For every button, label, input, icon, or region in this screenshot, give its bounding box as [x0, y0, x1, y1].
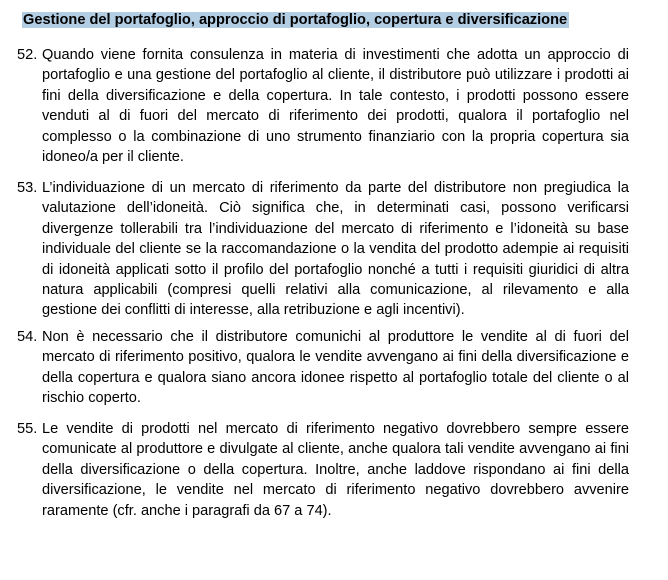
section-heading-text: Gestione del portafoglio, approccio di portafoglio, copertura e diversificazione [23, 12, 568, 28]
paragraph-text: Quando viene fornita consulenza in materia di investimenti che adotta un approccio di portafoglio e una gestione del portafoglio al cliente, il distributore può utilizzare i prodotti ai fini della diversificazione e della copertura. In tale contesto, i prodotti possono essere venduti al di fuori del mercato di riferimento dei prodotti, qualora il portafoglio nel complesso o la combinazione di uno strumento finanziario con la propria copertura sia idoneo/a per il cliente. [42, 47, 629, 166]
paragraph-number: 52. [17, 47, 38, 63]
paragraph-number: 53. [17, 180, 38, 196]
paragraph-number: 55. [17, 421, 38, 437]
paragraph-text: Le vendite di prodotti nel mercato di riferimento negativo dovrebbero sempre essere comunicate al produttore e divulgate al cliente, anche qualora tali vendite avvengano ai fini della diversificazione o della copertura. Inoltre, anche laddove rispondano ai fini della diversificazione, le vendite nel mercato di riferimento negativo dovrebbero avvenire raramente (cfr. anche i paragrafi da 67 a 74). [42, 421, 629, 519]
paragraph-52 [17, 45, 629, 167]
paragraph-55 [17, 419, 629, 521]
paragraph-54 [17, 327, 629, 409]
section-heading [22, 10, 569, 31]
paragraph-text: Non è necessario che il distributore comunichi al produttore le vendite al di fuori del mercato di riferimento positivo, qualora le vendite avvengano ai fini della diversificazione e della copertura e qualora siano ancora idonee rispetto al portafoglio totale del cliente o al rischio coperto. [42, 329, 629, 407]
paragraph-number: 54. [17, 329, 38, 345]
paragraph-53 [17, 178, 629, 321]
paragraph-text: L’individuazione di un mercato di riferimento da parte del distributore non pregiudica la valutazione dell’idoneità. Ciò significa che, in determinati casi, possono verificarsi divergenze tollerabili tra l’individuazione del mercato di riferimento e l’idoneità su base individuale del cliente se la raccomandazione o la vendita del prodotto adempie ai requisiti di idoneità applicati sotto il profilo del portafoglio nonché a tutti i requisiti giuridici di altra natura applicabili (compresi quelli relativi alla comunicazione, al rilevamento e alla gestione dei conflitti di interesse, alla retribuzione e agli incentivi). [42, 180, 629, 319]
